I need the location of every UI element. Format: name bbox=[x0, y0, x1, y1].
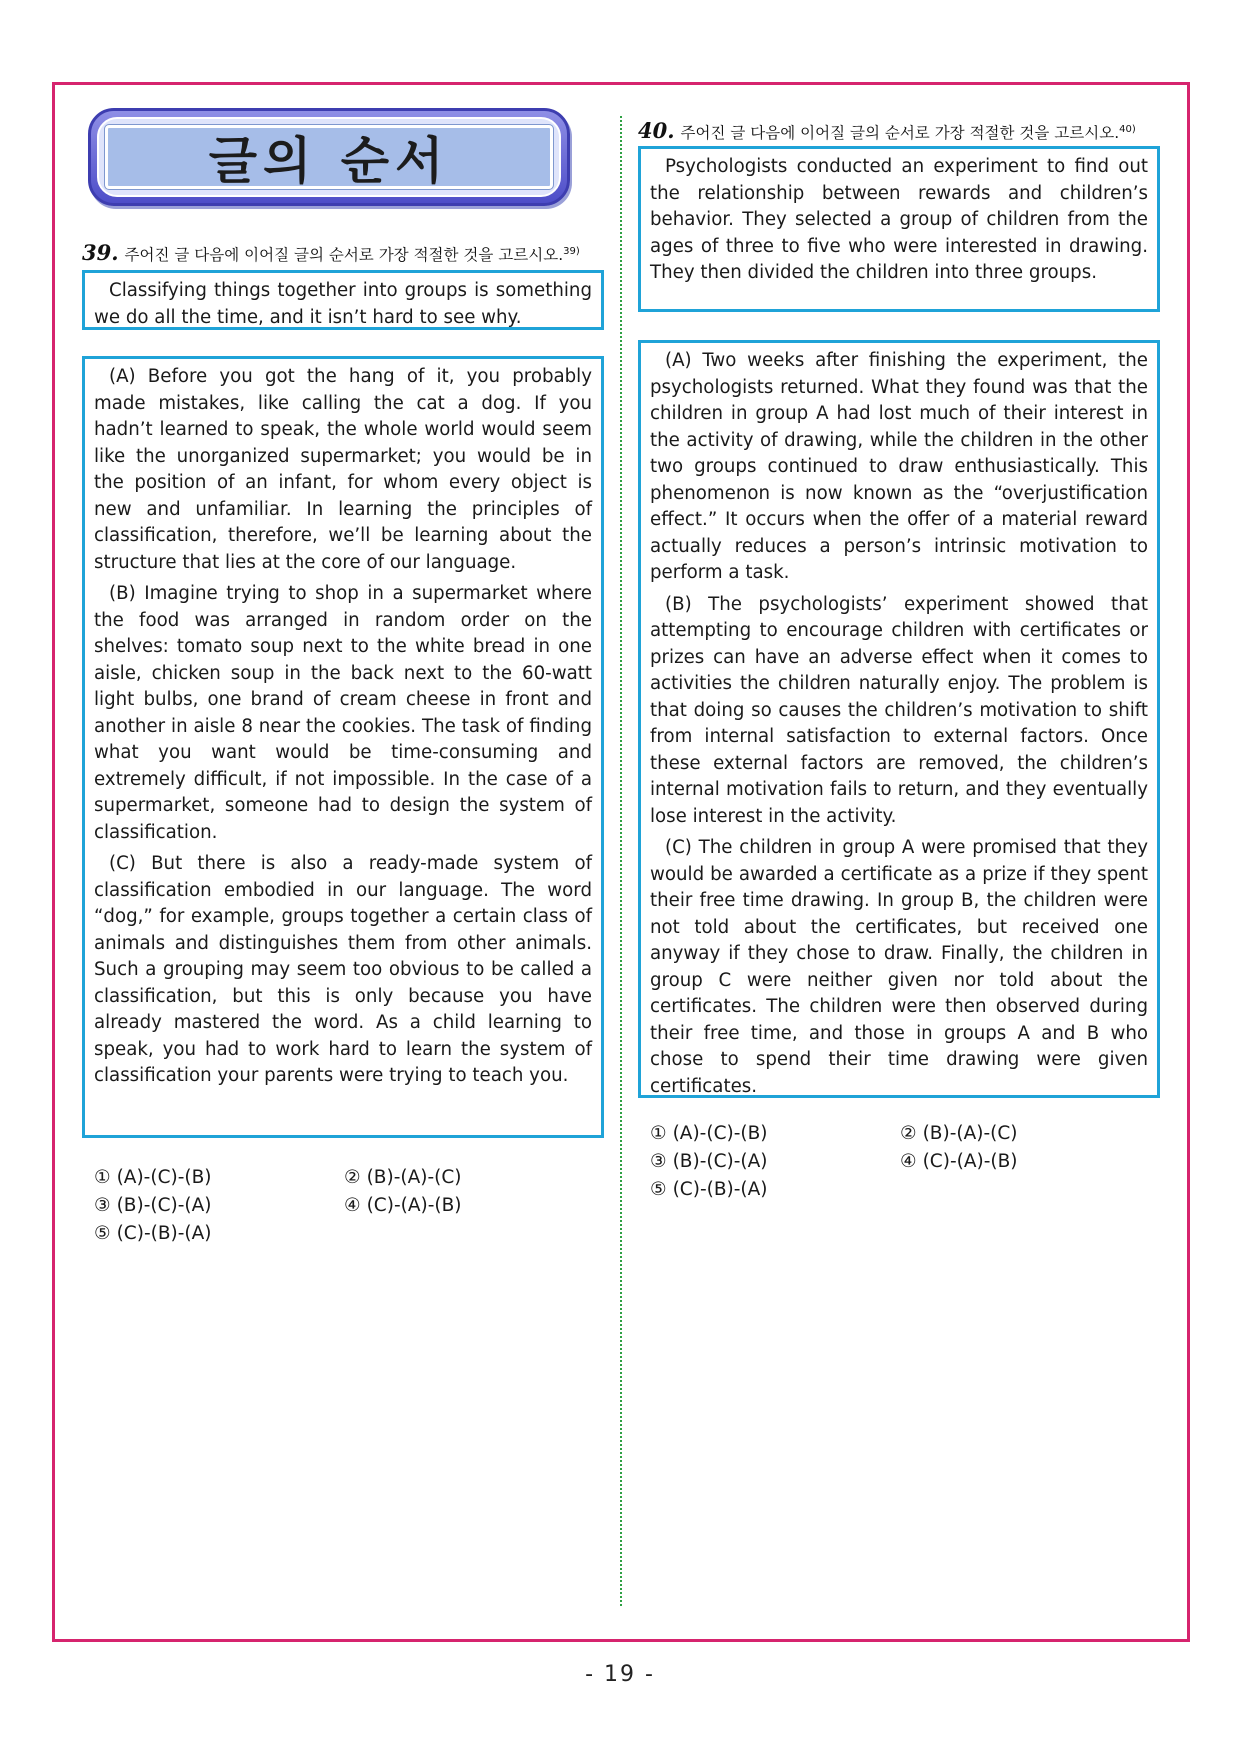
page-number: - 19 - bbox=[585, 1662, 655, 1687]
q39-options bbox=[94, 1164, 594, 1248]
q39-paragraph-a: (A) Before you got the hang of it, you probably made mistakes, like calling the cat a dog. If you hadn’t learned to speak, the whole world would seem like the unorganized supermarket; you would be in the position of an infant, for whom every object is new and unfamiliar. In learning the principles of classification, therefore, we’ll be learning about the structure that lies at the core of our language. bbox=[94, 366, 592, 573]
section-title: 글의 순서 bbox=[105, 125, 553, 189]
q39-paragraph-b: (B) Imagine trying to shop in a supermarket where the food was arranged in random order on the shelves: tomato soup next to the white bread in one aisle, chicken soup in the back next to the 60-watt light bulbs, one brand of cream cheese in front and another in aisle 8 near the cookies. The task of finding what you want would be time-consuming and extremely difficult, if not impossible. In the case of a supermarket, someone had to design the system of classification. bbox=[94, 583, 592, 843]
q39-option-1[interactable]: ① (A)-(C)-(B) bbox=[94, 1167, 212, 1188]
q39-number: 39. bbox=[82, 240, 119, 265]
q40-paragraph-a: (A) Two weeks after finishing the experiment, the psychologists returned. What they found was that the children in group A had lost much of their interest in the activity of drawing, while the children in the other two groups continued to draw enthusiastically. This phenomenon is now known as the “overjustification effect.” It occurs when the offer of a material reward actually reduces a person’s intrinsic motivation to perform a task. bbox=[650, 350, 1148, 583]
q39-given-box bbox=[82, 270, 604, 330]
q40-footnote: 40) bbox=[1119, 123, 1136, 135]
q40-option-4[interactable]: ④ (C)-(A)-(B) bbox=[900, 1151, 1018, 1172]
q40-number: 40. bbox=[638, 118, 675, 143]
q39-option-3[interactable]: ③ (B)-(C)-(A) bbox=[94, 1195, 212, 1216]
q40-option-1[interactable]: ① (A)-(C)-(B) bbox=[650, 1123, 768, 1144]
q40-given-text: Psychologists conducted an experiment to find out the relationship between rewards and children’s behavior. They selected a group of children from the ages of three to five who were interested in drawing. They then divided the children into three groups. bbox=[650, 156, 1148, 283]
q40-instruction: 주어진 글 다음에 이어질 글의 순서로 가장 적절한 것을 고르시오. bbox=[680, 124, 1120, 142]
q40-paragraph-c: (C) The children in group A were promised that they would be awarded a certificate as a prize if they spent their free time drawing. In group B, the children were not told about the certificates, but received one anyway if they chose to draw. Finally, the children in group C were neither given nor told about the certificates. The children were then observed during their free time, and those in groups A and B who chose to spend their time drawing were given certificates. bbox=[650, 837, 1148, 1097]
q39-paragraphs-box bbox=[82, 356, 604, 1138]
section-title-banner bbox=[88, 108, 570, 206]
q39-option-4[interactable]: ④ (C)-(A)-(B) bbox=[344, 1195, 462, 1216]
q39-option-2[interactable]: ② (B)-(A)-(C) bbox=[344, 1167, 462, 1188]
q40-paragraph-b: (B) The psychologists’ experiment showed that attempting to encourage children with certificates or prizes can have an adverse effect when it comes to activities the children naturally enjoy. The problem is that doing so causes the children’s motivation to shift from internal satisfaction to external factors. Once these external factors are removed, the children’s internal motivation fails to return, and they eventually lose interest in the activity. bbox=[650, 593, 1148, 827]
q39-footnote: 39) bbox=[563, 245, 580, 257]
q40-option-3[interactable]: ③ (B)-(C)-(A) bbox=[650, 1151, 768, 1172]
q40-options bbox=[650, 1120, 1150, 1204]
q40-paragraphs-box bbox=[638, 340, 1160, 1098]
q39-given-text: Classifying things together into groups is something we do all the time, and it isn’t hard to see why. bbox=[94, 280, 592, 328]
q40-given-box bbox=[638, 146, 1160, 312]
q39-header bbox=[82, 240, 580, 265]
q39-instruction: 주어진 글 다음에 이어질 글의 순서로 가장 적절한 것을 고르시오. bbox=[124, 246, 564, 264]
q40-option-2[interactable]: ② (B)-(A)-(C) bbox=[900, 1123, 1018, 1144]
q39-option-5[interactable]: ⑤ (C)-(B)-(A) bbox=[94, 1223, 212, 1244]
q40-option-5[interactable]: ⑤ (C)-(B)-(A) bbox=[650, 1179, 768, 1200]
q39-paragraph-c: (C) But there is also a ready-made system of classification embodied in our language. The word “dog,” for example, groups together a certain class of animals and distinguishes them from other animals. Such a grouping may seem too obvious to be called a classification, but this is only because you have already mastered the word. As a child learning to speak, you had to work hard to learn the system of classification your parents were trying to teach you. bbox=[94, 853, 592, 1086]
banner-border bbox=[97, 117, 561, 197]
q40-header bbox=[638, 118, 1136, 143]
column-divider bbox=[620, 116, 622, 1606]
